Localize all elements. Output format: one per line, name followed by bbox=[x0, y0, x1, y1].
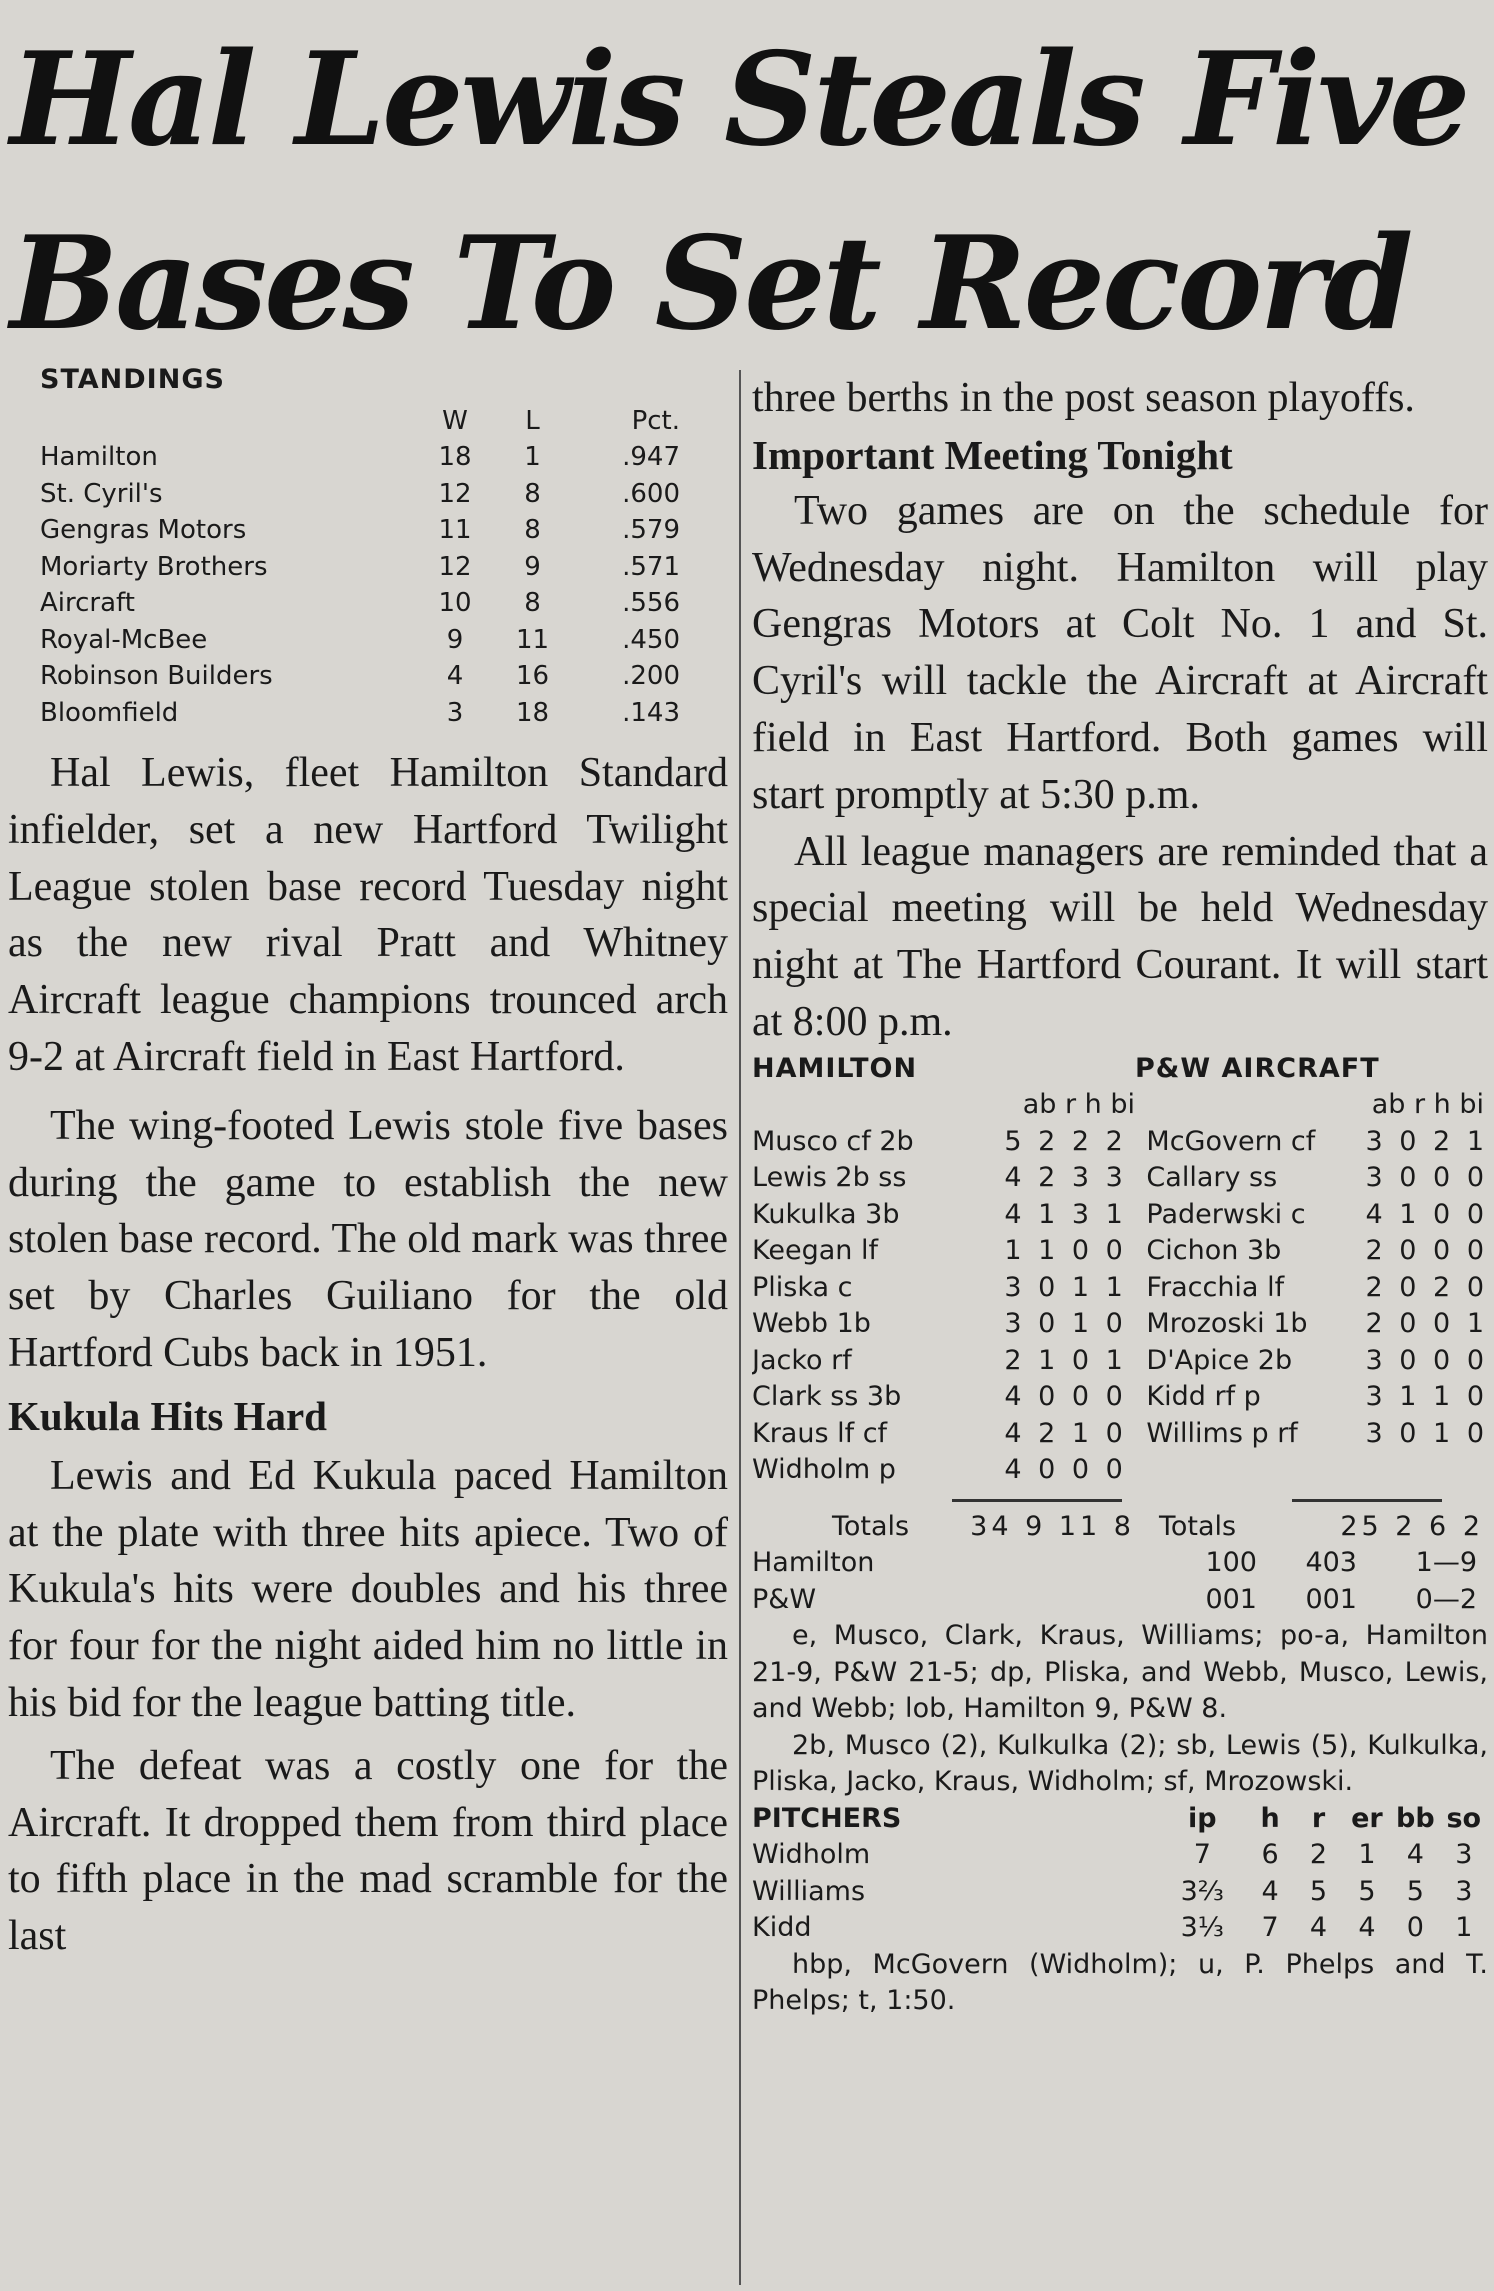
pitcher-bb: 5 bbox=[1406, 1875, 1424, 1907]
standings-row bbox=[40, 439, 710, 476]
linescore-part-b: 001 bbox=[1305, 1583, 1357, 1615]
box-row bbox=[752, 1124, 1488, 1161]
box-player-away: D'Apice 2b bbox=[1146, 1344, 1293, 1376]
pitcher-ip: 3⅔ bbox=[1180, 1875, 1224, 1907]
box-stats-home: 3 0 1 0 bbox=[1004, 1308, 1127, 1340]
standings-title: STANDINGS bbox=[40, 364, 225, 395]
article-paragraph-2: The wing-footed Lewis stole five bases during the game to establish the new stolen base record. The old mark was three set by Charles Guiliano for the old Hartford Cubs back in 1951. bbox=[8, 1102, 728, 1376]
box-stats-away: 3 0 0 0 bbox=[1365, 1344, 1488, 1376]
pitchers-rows bbox=[752, 1837, 1488, 1947]
box-score-teams bbox=[752, 1051, 1488, 1088]
subhead-kukula: Kukula Hits Hard bbox=[8, 1392, 327, 1439]
standings-losses: 16 bbox=[515, 661, 550, 691]
box-stats-away: 4 1 0 0 bbox=[1365, 1198, 1488, 1230]
standings-pct: .143 bbox=[622, 697, 680, 728]
box-player-home: Keegan lf bbox=[752, 1235, 878, 1267]
totals-row bbox=[752, 1509, 1488, 1546]
box-row bbox=[752, 1160, 1488, 1197]
standings-rows bbox=[40, 439, 710, 731]
pitcher-row bbox=[752, 1837, 1488, 1874]
box-col-header-2: ab r h bi bbox=[1371, 1089, 1484, 1121]
box-player-away bbox=[1146, 1452, 1346, 1489]
box-player-away: McGovern cf bbox=[1146, 1125, 1316, 1157]
box-row bbox=[752, 1270, 1488, 1307]
standings-wins: 3 bbox=[446, 697, 464, 728]
box-team-1: HAMILTON bbox=[752, 1052, 918, 1084]
standings-row bbox=[40, 695, 710, 732]
linescore-row bbox=[752, 1545, 1488, 1582]
box-player-away: Cichon 3b bbox=[1146, 1235, 1282, 1267]
standings-pct: .450 bbox=[622, 624, 680, 655]
box-stats-away: 2 0 2 0 bbox=[1365, 1271, 1488, 1303]
right-column bbox=[752, 370, 1488, 2020]
box-row bbox=[752, 1379, 1488, 1416]
box-stats-away: 2 0 0 1 bbox=[1365, 1308, 1488, 1340]
pitcher-r: 4 bbox=[1309, 1912, 1328, 1944]
standings-pct: .556 bbox=[622, 588, 680, 618]
linescore-part-a: 100 bbox=[1205, 1547, 1257, 1579]
standings-wins: 4 bbox=[446, 661, 464, 691]
standings-wins: 12 bbox=[438, 478, 472, 509]
pitcher-h: 4 bbox=[1261, 1875, 1279, 1907]
column-rule bbox=[739, 370, 741, 2285]
standings-header-team bbox=[40, 403, 425, 440]
pitcher-so: 1 bbox=[1455, 1912, 1473, 1944]
standings-row bbox=[40, 512, 710, 549]
standings-losses: 8 bbox=[524, 588, 541, 618]
pitchers-head-so: so bbox=[1446, 1802, 1482, 1834]
box-stats-away: 3 0 1 0 bbox=[1365, 1417, 1488, 1449]
pitcher-er: 5 bbox=[1358, 1875, 1376, 1907]
box-player-home: Musco cf 2b bbox=[752, 1125, 914, 1157]
box-rows bbox=[752, 1124, 1488, 1489]
box-team-2: P&W AIRCRAFT bbox=[1135, 1052, 1380, 1084]
box-notes-1: e, Musco, Clark, Kraus, Williams; po-a, Hamilton 21-9, P&W 21-5; dp, Pliska, and Webb, Musco, Lewis, and Webb; lob, Hamilton 9, P&W 8. bbox=[752, 1620, 1488, 1725]
pitcher-row bbox=[752, 1874, 1488, 1911]
left-column bbox=[8, 362, 728, 1965]
standings-team: Hamilton bbox=[40, 442, 158, 472]
pitcher-h: 6 bbox=[1261, 1839, 1279, 1871]
standings-header bbox=[40, 403, 710, 440]
box-stats-home: 4 0 0 0 bbox=[1004, 1454, 1127, 1486]
standings-pct: .579 bbox=[622, 515, 680, 545]
box-player-home: Widholm p bbox=[752, 1454, 896, 1486]
box-player-home: Clark ss 3b bbox=[752, 1381, 902, 1413]
box-stats-away: 3 1 1 0 bbox=[1365, 1381, 1488, 1413]
pitcher-name: Widholm bbox=[752, 1839, 871, 1871]
pitchers-head-er: er bbox=[1351, 1802, 1383, 1834]
box-stats-home: 1 1 0 0 bbox=[1004, 1235, 1127, 1267]
box-row bbox=[752, 1306, 1488, 1343]
box-row bbox=[752, 1416, 1488, 1453]
linescore-team: P&W bbox=[752, 1583, 817, 1615]
box-stats-away: 2 0 0 0 bbox=[1365, 1235, 1488, 1267]
box-player-away: Willims p rf bbox=[1146, 1417, 1298, 1449]
standings-header-l: L bbox=[525, 405, 540, 436]
standings-row bbox=[40, 585, 710, 622]
box-player-away: Kidd rf p bbox=[1146, 1381, 1261, 1413]
pitchers-head-r: r bbox=[1311, 1802, 1326, 1834]
standings-row bbox=[40, 476, 710, 513]
box-player-away: Paderwski c bbox=[1146, 1198, 1306, 1230]
box-player-home: Lewis 2b ss bbox=[752, 1162, 907, 1194]
standings-wins: 10 bbox=[438, 588, 472, 618]
box-score bbox=[752, 1051, 1488, 2020]
standings-wins: 9 bbox=[446, 624, 464, 655]
standings-header-pct: Pct. bbox=[631, 405, 680, 436]
totals-1: 34 9 11 8 bbox=[970, 1510, 1135, 1542]
linescore-final: 0—2 bbox=[1415, 1583, 1477, 1615]
pitcher-h: 7 bbox=[1261, 1912, 1279, 1944]
box-player-home: Jacko rf bbox=[752, 1344, 852, 1376]
pitcher-r: 5 bbox=[1309, 1875, 1328, 1907]
box-row bbox=[752, 1452, 1488, 1489]
standings-row bbox=[40, 622, 710, 659]
pitchers-header bbox=[752, 1801, 1488, 1838]
standings-pct: .947 bbox=[622, 442, 680, 472]
box-player-home: Pliska c bbox=[752, 1271, 853, 1303]
article-paragraph-5: Two games are on the schedule for Wednesday night. Hamilton will play Gengras Motors at Colt No. 1 and St. Cyril's will tackle the Aircraft at Aircraft field in East Hartford. Both games will start promptly at 5:30 p.m. bbox=[752, 487, 1488, 818]
article-paragraph-1: Hal Lewis, fleet Hamilton Standard infielder, set a new Hartford Twilight League stolen base record Tuesday night as the new rival Pratt and Whitney Aircraft league champions trounced arch 9-2 at Aircraft field in East Hartford. bbox=[8, 750, 728, 1080]
pitcher-row bbox=[752, 1910, 1488, 1947]
pitchers-head-bb: bb bbox=[1396, 1802, 1435, 1834]
box-player-home: Kraus lf cf bbox=[752, 1417, 888, 1449]
linescore-team: Hamilton bbox=[752, 1547, 875, 1579]
totals-label-1: Totals bbox=[832, 1510, 910, 1542]
headline bbox=[10, 8, 1480, 376]
box-col-header-1: ab r h bi bbox=[1022, 1089, 1135, 1121]
totals-2: 25 2 6 2 bbox=[1340, 1510, 1484, 1542]
box-row bbox=[752, 1233, 1488, 1270]
linescore-part-a: 001 bbox=[1205, 1583, 1257, 1615]
standings-losses: 8 bbox=[524, 478, 541, 509]
box-player-home: Webb 1b bbox=[752, 1308, 871, 1340]
standings-header-w: W bbox=[442, 405, 468, 436]
box-notes-2: 2b, Musco (2), Kulkulka (2); sb, Lewis (5), Kulkulka, Pliska, Jacko, Kraus, Widholm; sf, Mrozowski. bbox=[752, 1729, 1488, 1798]
box-player-away: Mrozoski 1b bbox=[1146, 1308, 1308, 1340]
pitcher-bb: 4 bbox=[1406, 1839, 1424, 1871]
linescore-final: 1—9 bbox=[1415, 1547, 1477, 1579]
standings-pct: .600 bbox=[622, 478, 680, 509]
article-paragraph-3: Lewis and Ed Kukula paced Hamilton at the plate with three hits apiece. Two of Kukula's hits were doubles and his three for four for the night aided him no little in his bid for the league batting title. bbox=[8, 1452, 728, 1726]
subhead-meeting: Important Meeting Tonight bbox=[752, 431, 1233, 478]
standings-wins: 12 bbox=[438, 551, 472, 582]
headline-line-2: Bases To Set Record bbox=[10, 209, 1411, 359]
box-player-away: Callary ss bbox=[1146, 1162, 1278, 1194]
standings-pct: .571 bbox=[622, 551, 680, 582]
box-stats-away: 3 0 0 0 bbox=[1365, 1162, 1488, 1194]
standings-table bbox=[40, 362, 710, 731]
standings-losses: 11 bbox=[515, 624, 550, 655]
box-notes-3: hbp, McGovern (Widholm); u, P. Phelps and T. Phelps; t, 1:50. bbox=[752, 1948, 1488, 2017]
pitchers-label: PITCHERS bbox=[752, 1802, 902, 1834]
box-stats-away: 3 0 2 1 bbox=[1365, 1125, 1488, 1157]
pitcher-ip: 3⅓ bbox=[1180, 1912, 1224, 1944]
box-stats-home: 5 2 2 2 bbox=[1004, 1125, 1127, 1157]
box-stats-home: 2 1 0 1 bbox=[1004, 1344, 1127, 1376]
article-paragraph-4a: The defeat was a costly one for the Aircraft. It dropped them from third place to fifth place in the mad scramble for the last bbox=[8, 1742, 728, 1960]
box-player-away: Fracchia lf bbox=[1146, 1271, 1285, 1303]
box-stats-home: 4 2 1 0 bbox=[1004, 1417, 1127, 1449]
box-stats-home: 4 0 0 0 bbox=[1004, 1381, 1127, 1413]
pitcher-bb: 0 bbox=[1406, 1912, 1424, 1944]
pitcher-er: 1 bbox=[1358, 1839, 1376, 1871]
standings-pct: .200 bbox=[622, 661, 680, 691]
pitcher-er: 4 bbox=[1358, 1912, 1376, 1944]
linescore-row bbox=[752, 1582, 1488, 1619]
standings-team: Gengras Motors bbox=[40, 515, 247, 545]
standings-row bbox=[40, 549, 710, 586]
box-player-home: Kukulka 3b bbox=[752, 1198, 900, 1230]
box-col-headers bbox=[752, 1087, 1488, 1124]
pitcher-ip: 7 bbox=[1193, 1839, 1211, 1871]
standings-row bbox=[40, 658, 710, 695]
standings-losses: 1 bbox=[524, 442, 541, 472]
standings-team: Moriarty Brothers bbox=[40, 551, 268, 582]
linescore bbox=[752, 1545, 1488, 1618]
headline-line-1: Hal Lewis Steals Five bbox=[10, 25, 1468, 175]
pitcher-r: 2 bbox=[1309, 1839, 1328, 1871]
standings-losses: 18 bbox=[515, 697, 550, 728]
standings-wins: 18 bbox=[438, 442, 472, 472]
box-stats-home: 4 2 3 3 bbox=[1004, 1162, 1127, 1194]
article-paragraph-4b: three berths in the post season playoffs. bbox=[752, 375, 1415, 421]
standings-wins: 11 bbox=[438, 515, 472, 545]
article-paragraph-6: All league managers are reminded that a special meeting will be held Wednesday night at The Hartford Courant. It will start at 8:00 p.m. bbox=[752, 828, 1488, 1045]
totals-label-2: Totals bbox=[1159, 1510, 1237, 1542]
box-stats-home: 4 1 3 1 bbox=[1004, 1198, 1127, 1230]
pitchers-head-h: h bbox=[1260, 1802, 1280, 1834]
standings-team: Bloomfield bbox=[40, 697, 179, 728]
pitcher-name: Kidd bbox=[752, 1912, 812, 1944]
box-row bbox=[752, 1343, 1488, 1380]
standings-losses: 8 bbox=[524, 515, 541, 545]
pitcher-so: 3 bbox=[1455, 1839, 1473, 1871]
linescore-part-b: 403 bbox=[1305, 1547, 1357, 1579]
box-stats-away bbox=[1346, 1452, 1488, 1489]
standings-losses: 9 bbox=[524, 551, 541, 582]
standings-team: Aircraft bbox=[40, 588, 135, 618]
pitcher-name: Williams bbox=[752, 1875, 866, 1907]
standings-team: Robinson Builders bbox=[40, 661, 273, 691]
box-stats-home: 3 0 1 1 bbox=[1004, 1271, 1127, 1303]
pitcher-so: 3 bbox=[1455, 1875, 1473, 1907]
totals-rule bbox=[752, 1489, 1488, 1509]
standings-team: Royal-McBee bbox=[40, 624, 208, 655]
pitchers-head-ip: ip bbox=[1188, 1802, 1217, 1834]
box-row bbox=[752, 1197, 1488, 1234]
standings-team: St. Cyril's bbox=[40, 478, 163, 509]
